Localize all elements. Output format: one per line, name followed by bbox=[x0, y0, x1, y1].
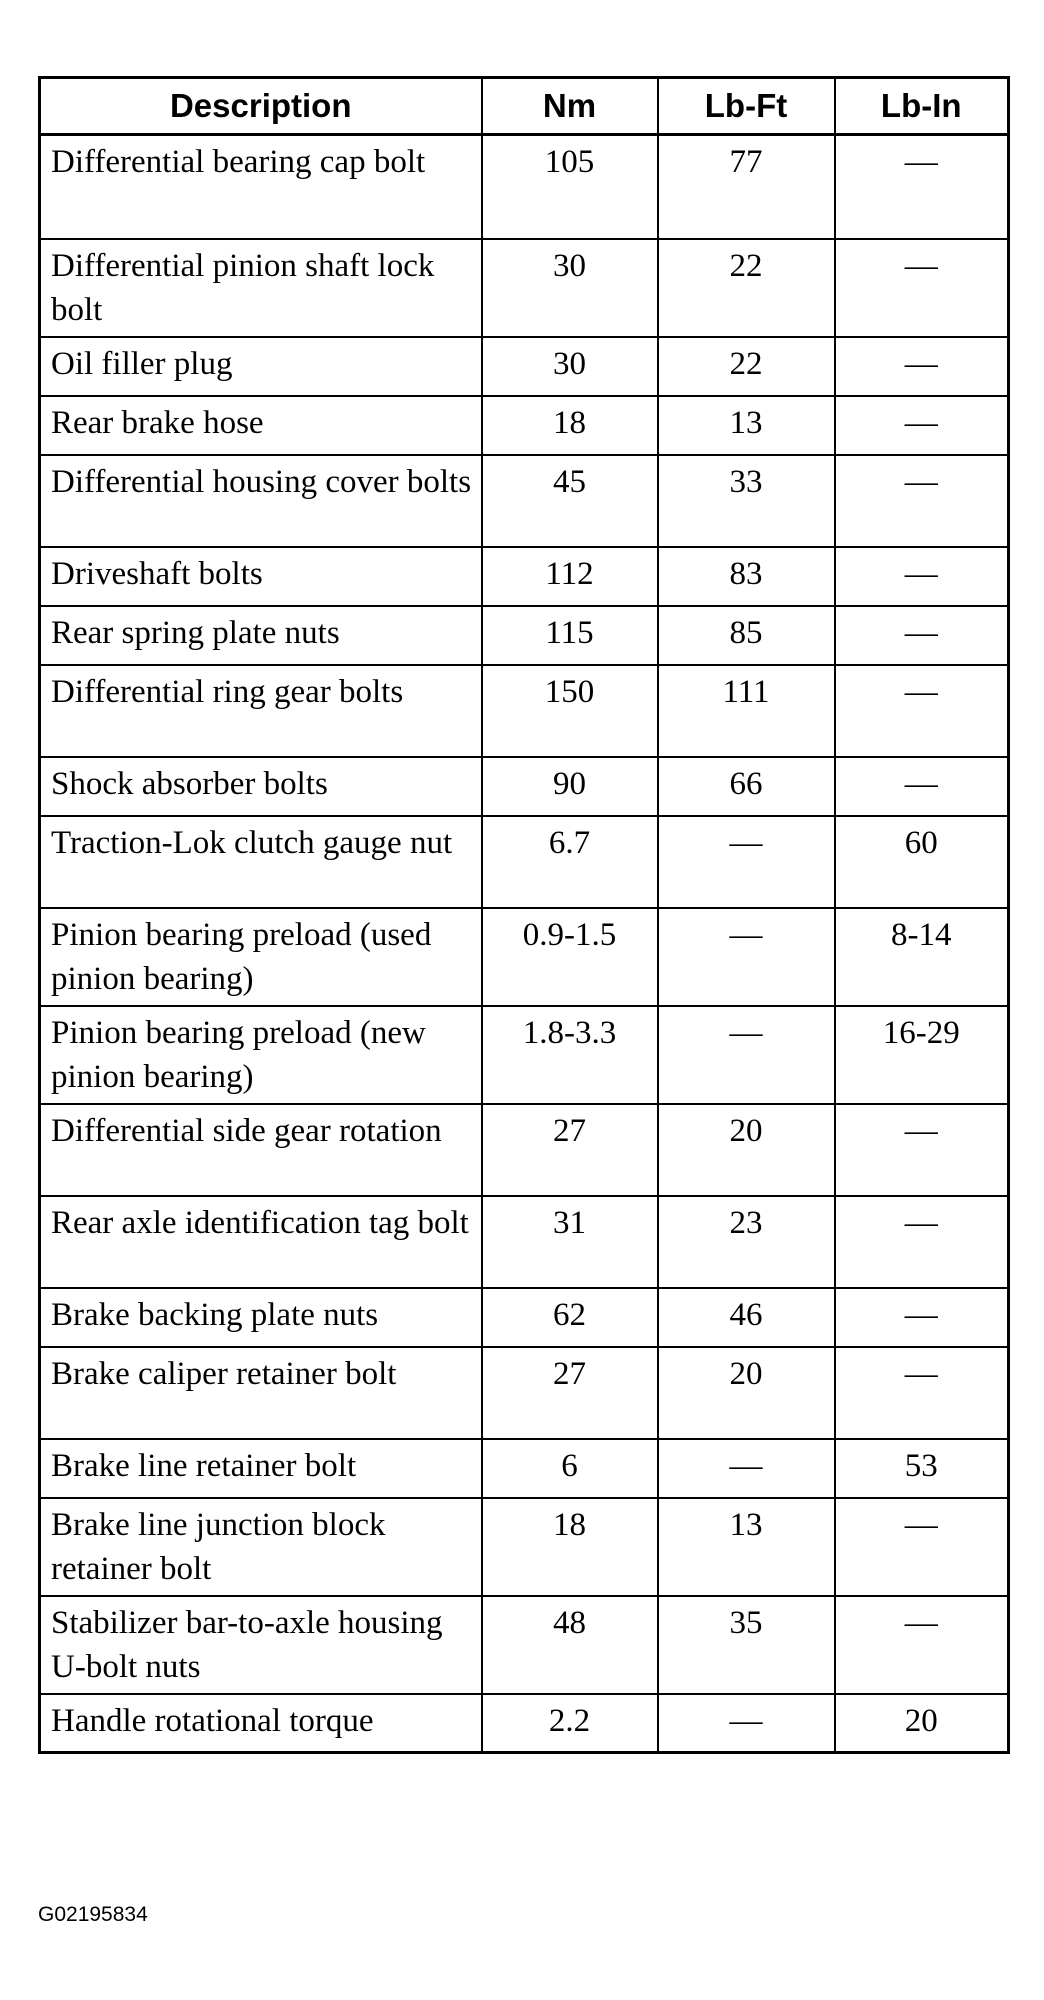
cell-nm: 62 bbox=[482, 1288, 658, 1347]
cell-lb-in: — bbox=[835, 239, 1009, 337]
cell-lb-in: — bbox=[835, 757, 1009, 816]
cell-description: Pinion bearing preload (used pinion bearing) bbox=[40, 908, 482, 1006]
cell-lb-in: — bbox=[835, 1498, 1009, 1596]
table-row bbox=[40, 1006, 1009, 1104]
cell-nm: 27 bbox=[482, 1347, 658, 1439]
cell-lb-ft: — bbox=[658, 908, 835, 1006]
cell-lb-ft: — bbox=[658, 816, 835, 908]
cell-nm: 150 bbox=[482, 665, 658, 757]
cell-nm: 30 bbox=[482, 337, 658, 396]
cell-lb-in: 16-29 bbox=[835, 1006, 1009, 1104]
cell-lb-in: — bbox=[835, 547, 1009, 606]
cell-nm: 30 bbox=[482, 239, 658, 337]
cell-description: Oil filler plug bbox=[40, 337, 482, 396]
cell-nm: 0.9-1.5 bbox=[482, 908, 658, 1006]
cell-lb-ft: 20 bbox=[658, 1104, 835, 1196]
table-row bbox=[40, 816, 1009, 908]
header-description: Description bbox=[40, 78, 482, 135]
cell-lb-in: — bbox=[835, 1196, 1009, 1288]
cell-nm: 48 bbox=[482, 1596, 658, 1694]
cell-description: Rear brake hose bbox=[40, 396, 482, 455]
cell-lb-in: — bbox=[835, 1104, 1009, 1196]
cell-nm: 115 bbox=[482, 606, 658, 665]
cell-lb-ft: 35 bbox=[658, 1596, 835, 1694]
cell-lb-in: — bbox=[835, 1288, 1009, 1347]
cell-description: Differential ring gear bolts bbox=[40, 665, 482, 757]
table-row bbox=[40, 337, 1009, 396]
cell-lb-ft: 46 bbox=[658, 1288, 835, 1347]
cell-lb-in: 8-14 bbox=[835, 908, 1009, 1006]
cell-nm: 2.2 bbox=[482, 1694, 658, 1753]
cell-description: Brake line retainer bolt bbox=[40, 1439, 482, 1498]
cell-description: Differential pinion shaft lock bolt bbox=[40, 239, 482, 337]
cell-lb-in: — bbox=[835, 1347, 1009, 1439]
cell-nm: 6 bbox=[482, 1439, 658, 1498]
cell-lb-ft: 20 bbox=[658, 1347, 835, 1439]
cell-nm: 90 bbox=[482, 757, 658, 816]
torque-spec-table bbox=[38, 76, 1010, 1754]
cell-description: Stabilizer bar-to-axle housing U-bolt nuts bbox=[40, 1596, 482, 1694]
table-row bbox=[40, 1439, 1009, 1498]
cell-lb-in: — bbox=[835, 665, 1009, 757]
cell-description: Brake caliper retainer bolt bbox=[40, 1347, 482, 1439]
cell-lb-in: 20 bbox=[835, 1694, 1009, 1753]
cell-description: Driveshaft bolts bbox=[40, 547, 482, 606]
table-row bbox=[40, 1498, 1009, 1596]
table-row bbox=[40, 547, 1009, 606]
cell-lb-ft: 83 bbox=[658, 547, 835, 606]
cell-lb-in: — bbox=[835, 1596, 1009, 1694]
cell-description: Brake backing plate nuts bbox=[40, 1288, 482, 1347]
cell-nm: 112 bbox=[482, 547, 658, 606]
cell-lb-ft: — bbox=[658, 1439, 835, 1498]
cell-lb-in: — bbox=[835, 135, 1009, 239]
header-nm: Nm bbox=[482, 78, 658, 135]
cell-nm: 18 bbox=[482, 1498, 658, 1596]
cell-description: Rear axle identification tag bolt bbox=[40, 1196, 482, 1288]
cell-lb-in: — bbox=[835, 337, 1009, 396]
table-row bbox=[40, 396, 1009, 455]
cell-lb-in: — bbox=[835, 396, 1009, 455]
cell-description: Shock absorber bolts bbox=[40, 757, 482, 816]
table-row bbox=[40, 1288, 1009, 1347]
cell-lb-in: 53 bbox=[835, 1439, 1009, 1498]
cell-lb-in: — bbox=[835, 455, 1009, 547]
table-row bbox=[40, 606, 1009, 665]
cell-description: Pinion bearing preload (new pinion bearing) bbox=[40, 1006, 482, 1104]
cell-nm: 45 bbox=[482, 455, 658, 547]
table-row bbox=[40, 665, 1009, 757]
table-row bbox=[40, 1694, 1009, 1753]
table-row bbox=[40, 135, 1009, 239]
table-row bbox=[40, 455, 1009, 547]
table-row bbox=[40, 1104, 1009, 1196]
cell-lb-ft: — bbox=[658, 1694, 835, 1753]
cell-lb-ft: 22 bbox=[658, 337, 835, 396]
table-row bbox=[40, 1347, 1009, 1439]
cell-lb-ft: 33 bbox=[658, 455, 835, 547]
cell-description: Rear spring plate nuts bbox=[40, 606, 482, 665]
cell-description: Differential bearing cap bolt bbox=[40, 135, 482, 239]
cell-lb-ft: 77 bbox=[658, 135, 835, 239]
cell-description: Differential housing cover bolts bbox=[40, 455, 482, 547]
header-lb-ft: Lb-Ft bbox=[658, 78, 835, 135]
cell-lb-in: — bbox=[835, 606, 1009, 665]
cell-lb-ft: 13 bbox=[658, 396, 835, 455]
cell-lb-ft: — bbox=[658, 1006, 835, 1104]
table-header-row bbox=[40, 78, 1009, 135]
cell-description: Brake line junction block retainer bolt bbox=[40, 1498, 482, 1596]
figure-code: G02195834 bbox=[38, 1903, 148, 1926]
cell-description: Traction-Lok clutch gauge nut bbox=[40, 816, 482, 908]
cell-lb-ft: 85 bbox=[658, 606, 835, 665]
table-row bbox=[40, 1596, 1009, 1694]
cell-lb-ft: 23 bbox=[658, 1196, 835, 1288]
cell-nm: 6.7 bbox=[482, 816, 658, 908]
cell-nm: 1.8-3.3 bbox=[482, 1006, 658, 1104]
cell-description: Handle rotational torque bbox=[40, 1694, 482, 1753]
table-row bbox=[40, 239, 1009, 337]
cell-lb-ft: 111 bbox=[658, 665, 835, 757]
cell-lb-ft: 66 bbox=[658, 757, 835, 816]
header-lb-in: Lb-In bbox=[835, 78, 1009, 135]
cell-nm: 31 bbox=[482, 1196, 658, 1288]
cell-lb-ft: 13 bbox=[658, 1498, 835, 1596]
table-row bbox=[40, 757, 1009, 816]
cell-description: Differential side gear rotation bbox=[40, 1104, 482, 1196]
table-row bbox=[40, 908, 1009, 1006]
cell-nm: 18 bbox=[482, 396, 658, 455]
cell-nm: 105 bbox=[482, 135, 658, 239]
cell-lb-in: 60 bbox=[835, 816, 1009, 908]
table-row bbox=[40, 1196, 1009, 1288]
cell-lb-ft: 22 bbox=[658, 239, 835, 337]
cell-nm: 27 bbox=[482, 1104, 658, 1196]
